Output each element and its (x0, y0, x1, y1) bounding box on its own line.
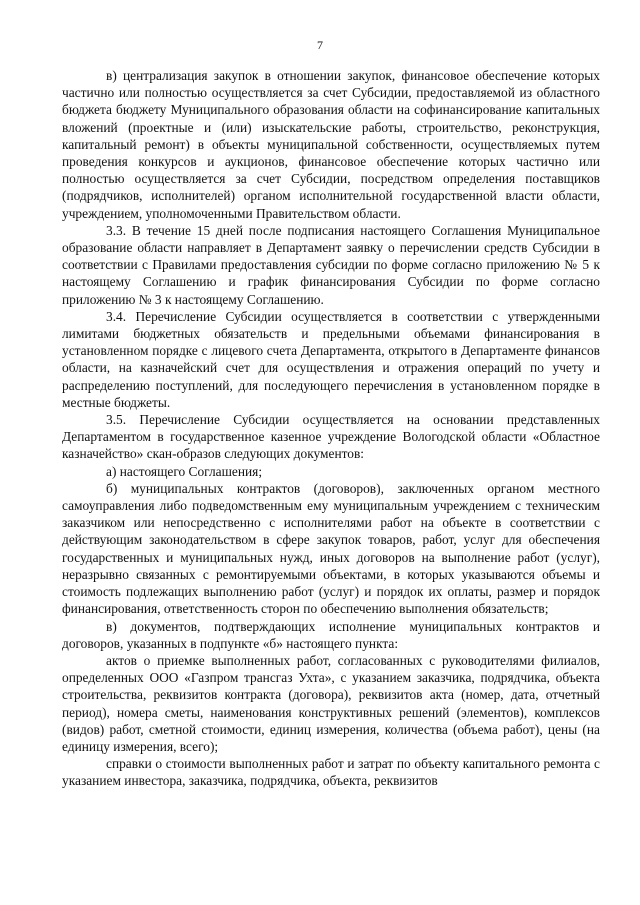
paragraph-cost-certificate: справки о стоимости выполненных работ и затрат по объекту капитального ремонта с указанием инвестора, заказчика, подрядчика, объекта, реквизитов (62, 756, 600, 789)
paragraph-acceptance-acts: актов о приемке выполненных работ, согласованных с руководителями филиалов, определенных ООО «Газпром трансгаз Ухта», с указанием заказчика, подрядчика, объекта строительства, реквизитов контракта (договора), реквизитов акта (номер, дата, отчетный период), номера сметы, наименования конструктивных решений (элементов), комплексов (видов) работ, сметной стоимости, единиц измерения, количества (объема работ), цены (на единицу измерения, всего); (62, 652, 600, 754)
paragraph-centralization-of-procurement: в) централизация закупок в отношении закупок, финансовое обеспечение которых частично или полностью осуществляется за счет Субсидии, предоставляемой из областного бюджета бюджету Муниципального образования области на софинансирование капитальных вложений (проектные и (или) изыскательские работы, строительство, реконструкция, капитальный ремонт) в объекты муниципальной собственности, осуществляемых путем проведения конкурсов и аукционов, финансовое обеспечение которых частично или полностью осуществляется за счет Субсидии, посредством определения поставщиков (подрядчиков, исполнителей) органом исполнительной государственной власти области, учреждением, уполномоченными Правительством области. (62, 68, 600, 221)
paragraph-3-5: 3.5. Перечисление Субсидии осуществляется на основании представленных Департаментом в государственное казенное учреждение Вологодской области «Областное казначейство» скан-образов следующих документов: (62, 412, 600, 462)
list-item-v: в) документов, подтверждающих исполнение муниципальных контрактов и договоров, указанных в подпункте «б» настоящего пункта: (62, 618, 600, 651)
page-number: 7 (317, 38, 323, 52)
list-item-a: а) настоящего Соглашения; (106, 463, 263, 479)
paragraph-3-4: 3.4. Перечисление Субсидии осуществляется в соответствии с утвержденными лимитами бюджетных обязательств и предельными объемами финансирования в установленном порядке с лицевого счета Департамента, открытого в Департаменте финансов области, на казначейский счет для осуществления и отражения операций по учету и распределению поступлений, для последующего перечисления в установленном порядке в местные бюджеты. (62, 308, 600, 410)
document-body (62, 67, 600, 790)
list-item-b: б) муниципальных контрактов (договоров), заключенных органом местного самоуправления либо подведомственным ему муниципальным учреждением с техническим заказчиком или непосредственно с исполнителями работ на объекте в соответствии с действующим законодательством в сфере закупок товаров, работ, услуг для обеспечения государственных и муниципальных нужд, иных договоров на выполнение работ (услуг), неразрывно связанных с ремонтируемыми объектами, в которых указываются объемы и стоимость подлежащих выполнению работ (услуг) и порядок их оплаты, размер и порядок финансирования, ответственность сторон по обеспечению выполнения обязательств; (62, 480, 600, 617)
paragraph-3-3: 3.3. В течение 15 дней после подписания настоящего Соглашения Муниципальное образование области направляет в Департамент заявку о перечислении средств Субсидии в соответствии с Правилами предоставления субсидии по форме согласно приложению № 5 к настоящему Соглашению и график финансирования Субсидии по форме согласно приложению № 3 к настоящему Соглашению. (62, 222, 600, 307)
